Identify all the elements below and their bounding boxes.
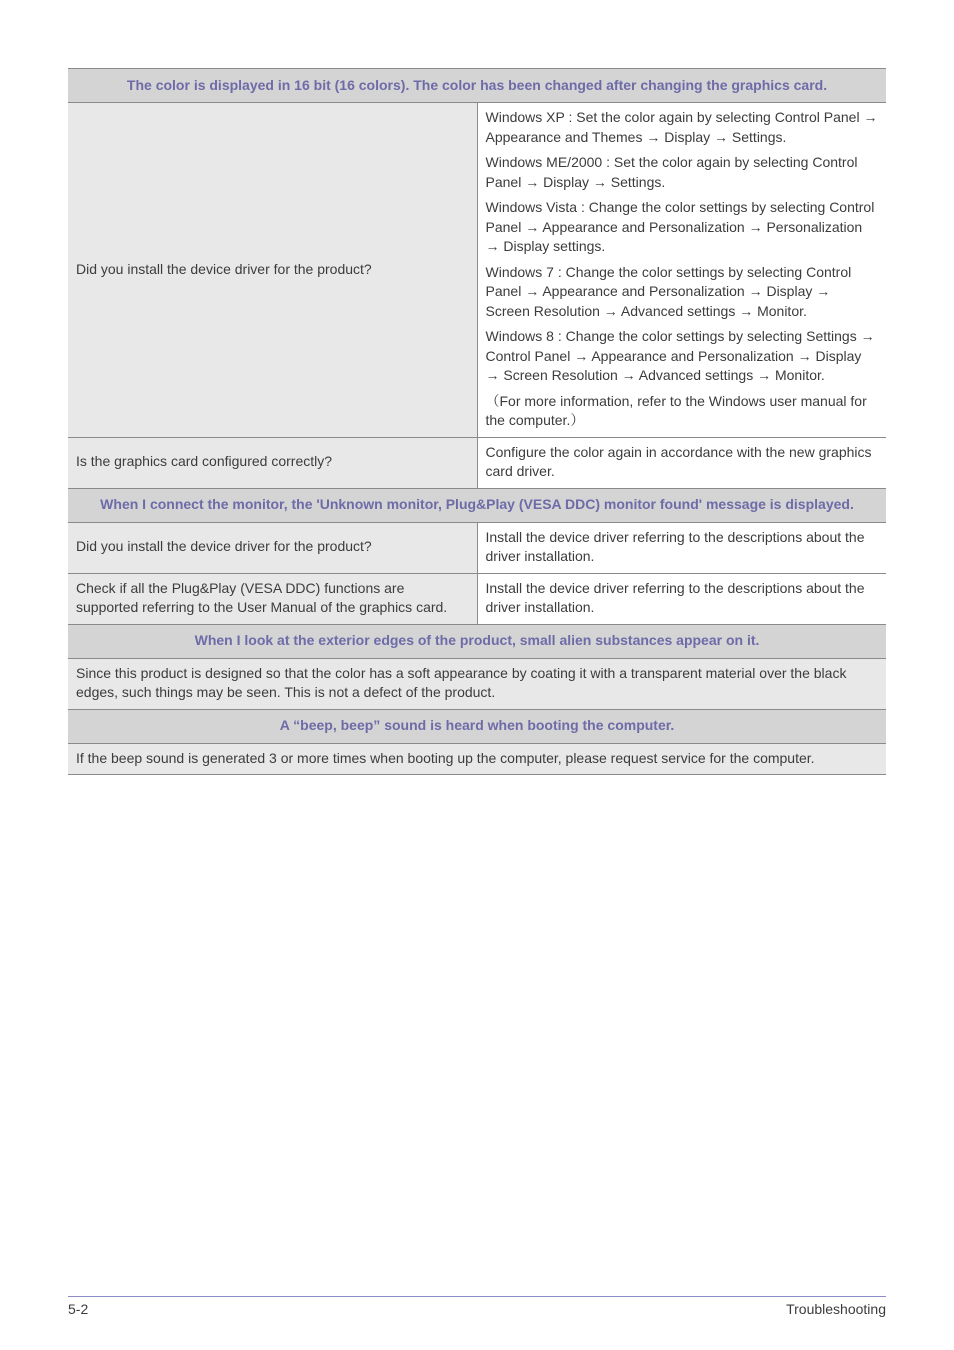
section-heading: The color is displayed in 16 bit (16 colors). The color has been changed after changing the graphics card. xyxy=(68,69,886,103)
answer-paragraph: Install the device driver referring to the descriptions about the driver installation. xyxy=(485,579,865,615)
answer-paragraph: Configure the color again in accordance with the new graphics card driver. xyxy=(485,443,872,479)
answer-paragraph: Windows 7 : Change the color settings by selecting Control Panel → Appearance and Personalization → Display → Screen Resolution → Advanced settings → Monitor. xyxy=(485,263,852,319)
answer-paragraph: Install the device driver referring to the descriptions about the driver installation. xyxy=(485,528,865,564)
question-cell: Is the graphics card configured correctly? xyxy=(68,437,477,488)
answer-paragraph: Windows 8 : Change the color settings by selecting Settings → Control Panel → Appearance and Personalization → Display → Screen Resolution → Advanced settings → Monitor. xyxy=(485,328,875,383)
question-cell: Check if all the Plug&Play (VESA DDC) functions are supported referring to the User Manual of the graphics card. xyxy=(68,573,477,624)
question-cell: Did you install the device driver for the product? xyxy=(68,103,477,438)
answer-paragraph: Windows XP : Set the color again by selecting Control Panel → Appearance and Themes → Display → Settings. xyxy=(485,109,878,145)
footer-divider xyxy=(68,1296,886,1297)
answer-paragraph: （For more information, refer to the Windows user manual for the computer.） xyxy=(485,392,867,428)
table-row xyxy=(68,522,886,573)
question-cell: Did you install the device driver for the product? xyxy=(68,522,477,573)
explanation-cell: If the beep sound is generated 3 or more times when booting up the computer, please request service for the computer. xyxy=(68,743,886,775)
footer-section-title: Troubleshooting xyxy=(786,1301,886,1317)
section-heading: A “beep, beep” sound is heard when booting the computer. xyxy=(68,709,886,743)
answer-cell xyxy=(477,573,886,624)
answer-cell xyxy=(477,437,886,488)
troubleshooting-table xyxy=(68,68,886,775)
answer-paragraph: Windows Vista : Change the color settings by selecting Control Panel → Appearance and Personalization → Personalization → Display settings. xyxy=(485,199,875,254)
answer-paragraph: Windows ME/2000 : Set the color again by selecting Control Panel → Display → Settings. xyxy=(485,154,858,190)
answer-cell xyxy=(477,103,886,438)
section-heading: When I connect the monitor, the 'Unknown monitor, Plug&Play (VESA DDC) monitor found' message is displayed. xyxy=(68,488,886,522)
table-row xyxy=(68,658,886,709)
table-row xyxy=(68,573,886,624)
answer-cell xyxy=(477,522,886,573)
table-row xyxy=(68,103,886,438)
table-row xyxy=(68,437,886,488)
explanation-cell: Since this product is designed so that the color has a soft appearance by coating it with a transparent material over the black edges, such things may be seen. This is not a defect of the product. xyxy=(68,658,886,709)
table-row xyxy=(68,743,886,775)
section-heading: When I look at the exterior edges of the product, small alien substances appear on it. xyxy=(68,624,886,658)
page-number: 5-2 xyxy=(68,1301,89,1317)
